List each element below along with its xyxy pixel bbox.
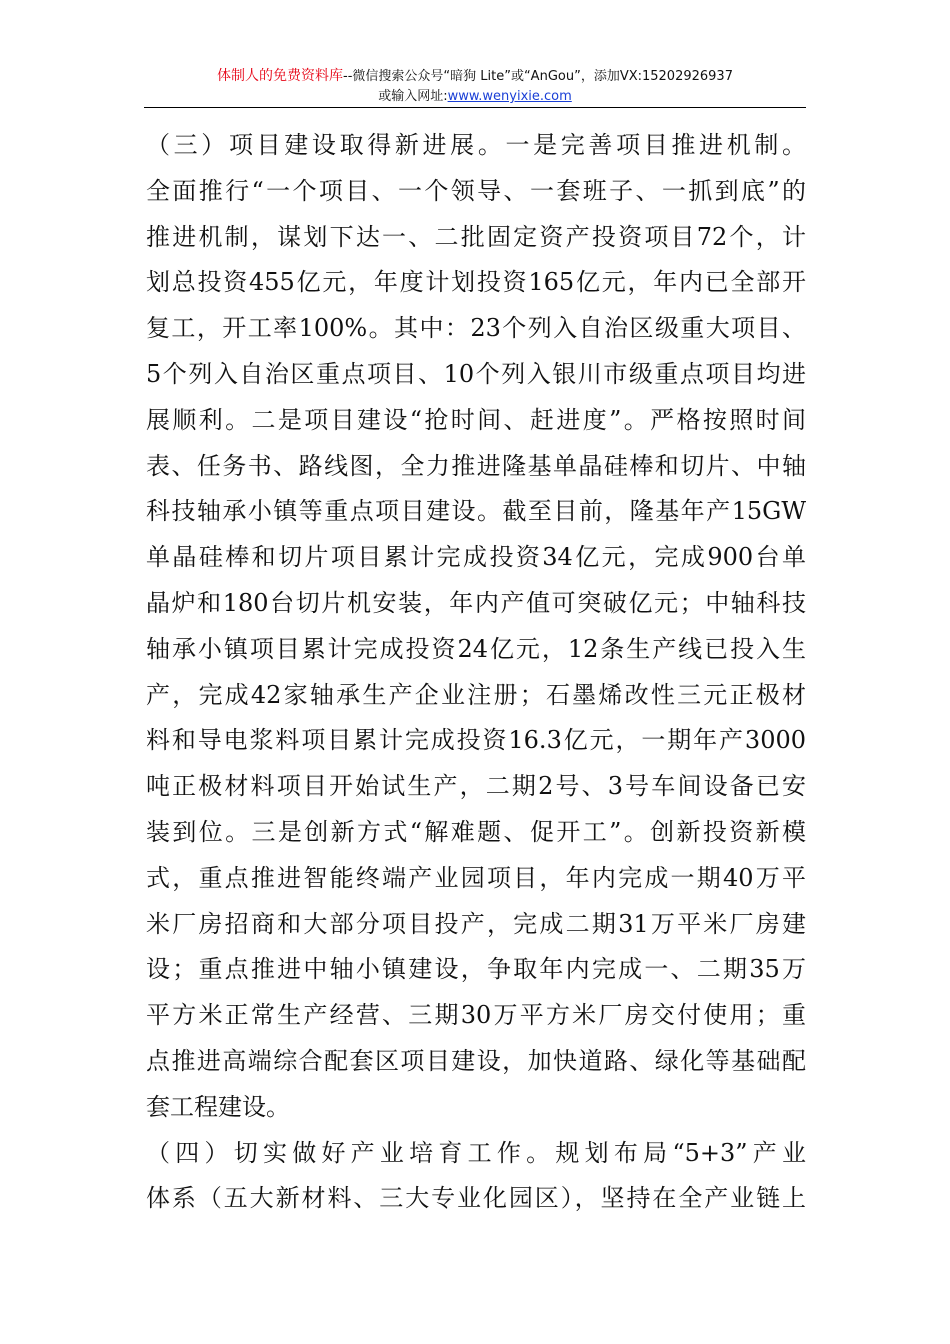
text-line: 轴承小镇项目累计完成投资24亿元，12条生产线已投入生 xyxy=(146,634,806,663)
header-line-2 xyxy=(144,87,806,107)
body-text xyxy=(146,123,806,1222)
text-line: 划总投资455亿元，年度计划投资165亿元，年内已全部开 xyxy=(146,268,806,297)
text-line: 点推进高端综合配套区项目建设，加快道路、绿化等基础配 xyxy=(146,1046,806,1075)
text-line: 体系（五大新材料、三大专业化园区），坚持在全产业链上 xyxy=(146,1184,806,1213)
text-line: 单晶硅棒和切片项目累计完成投资34亿元，完成900台单 xyxy=(146,543,806,572)
text-line: 吨正极材料项目开始试生产，二期2号、3号车间设备已安 xyxy=(146,772,806,801)
text-line: 推进机制，谋划下达一、二批固定资产投资项目72个，计 xyxy=(146,222,806,251)
text-line: 平方米正常生产经营、三期30万平方米厂房交付使用；重 xyxy=(146,1001,806,1030)
text-line: 晶炉和180台切片机安装，年内产值可突破亿元；中轴科技 xyxy=(146,588,806,617)
text-line: 表、任务书、路线图，全力推进隆基单晶硅棒和切片、中轴 xyxy=(146,451,806,480)
header-divider xyxy=(144,107,806,108)
text-line: （三）项目建设取得新进展。一是完善项目推进机制。 xyxy=(146,131,806,159)
header-contact-info: --微信搜索公众号“暗狗 Lite”或“AnGou”，添加VX:15202926937 xyxy=(343,69,733,84)
text-line: 装到位。三是创新方式“解难题、促开工”。创新投资新模 xyxy=(146,817,806,846)
header-line-1 xyxy=(144,66,806,87)
text-line: 料和导电浆料项目累计完成投资16.3亿元，一期年产3000 xyxy=(146,726,806,755)
header-url-link[interactable]: www.wenyixie.com xyxy=(447,89,572,104)
text-line: 科技轴承小镇等重点项目建设。截至目前，隆基年产15GW xyxy=(146,497,806,526)
header-brand: 体制人的免费资料库 xyxy=(217,68,344,84)
text-line: 全面推行“一个项目、一个领导、一套班子、一抓到底”的 xyxy=(146,176,806,205)
page-header xyxy=(144,66,806,107)
text-line: 米厂房招商和大部分项目投产，完成二期31万平米厂房建 xyxy=(146,909,806,938)
text-line: 5个列入自治区重点项目、10个列入银川市级重点项目均进 xyxy=(146,359,806,388)
text-line: 设；重点推进中轴小镇建设，争取年内完成一、二期35万 xyxy=(146,955,806,984)
text-line: 复工，开工率100%。其中：23个列入自治区级重大项目、 xyxy=(146,314,806,343)
text-line: 式，重点推进智能终端产业园项目，年内完成一期40万平 xyxy=(146,863,806,892)
text-line: 套工程建设。 xyxy=(146,1092,290,1121)
text-line: 展顺利。二是项目建设“抢时间、赶进度”。严格按照时间 xyxy=(146,405,806,434)
header-url-prefix: 或输入网址: xyxy=(378,89,448,104)
text-line: （四）切实做好产业培育工作。规划布局“5+3”产业 xyxy=(146,1138,806,1167)
text-line: 产，完成42家轴承生产企业注册；石墨烯改性三元正极材 xyxy=(146,680,806,709)
